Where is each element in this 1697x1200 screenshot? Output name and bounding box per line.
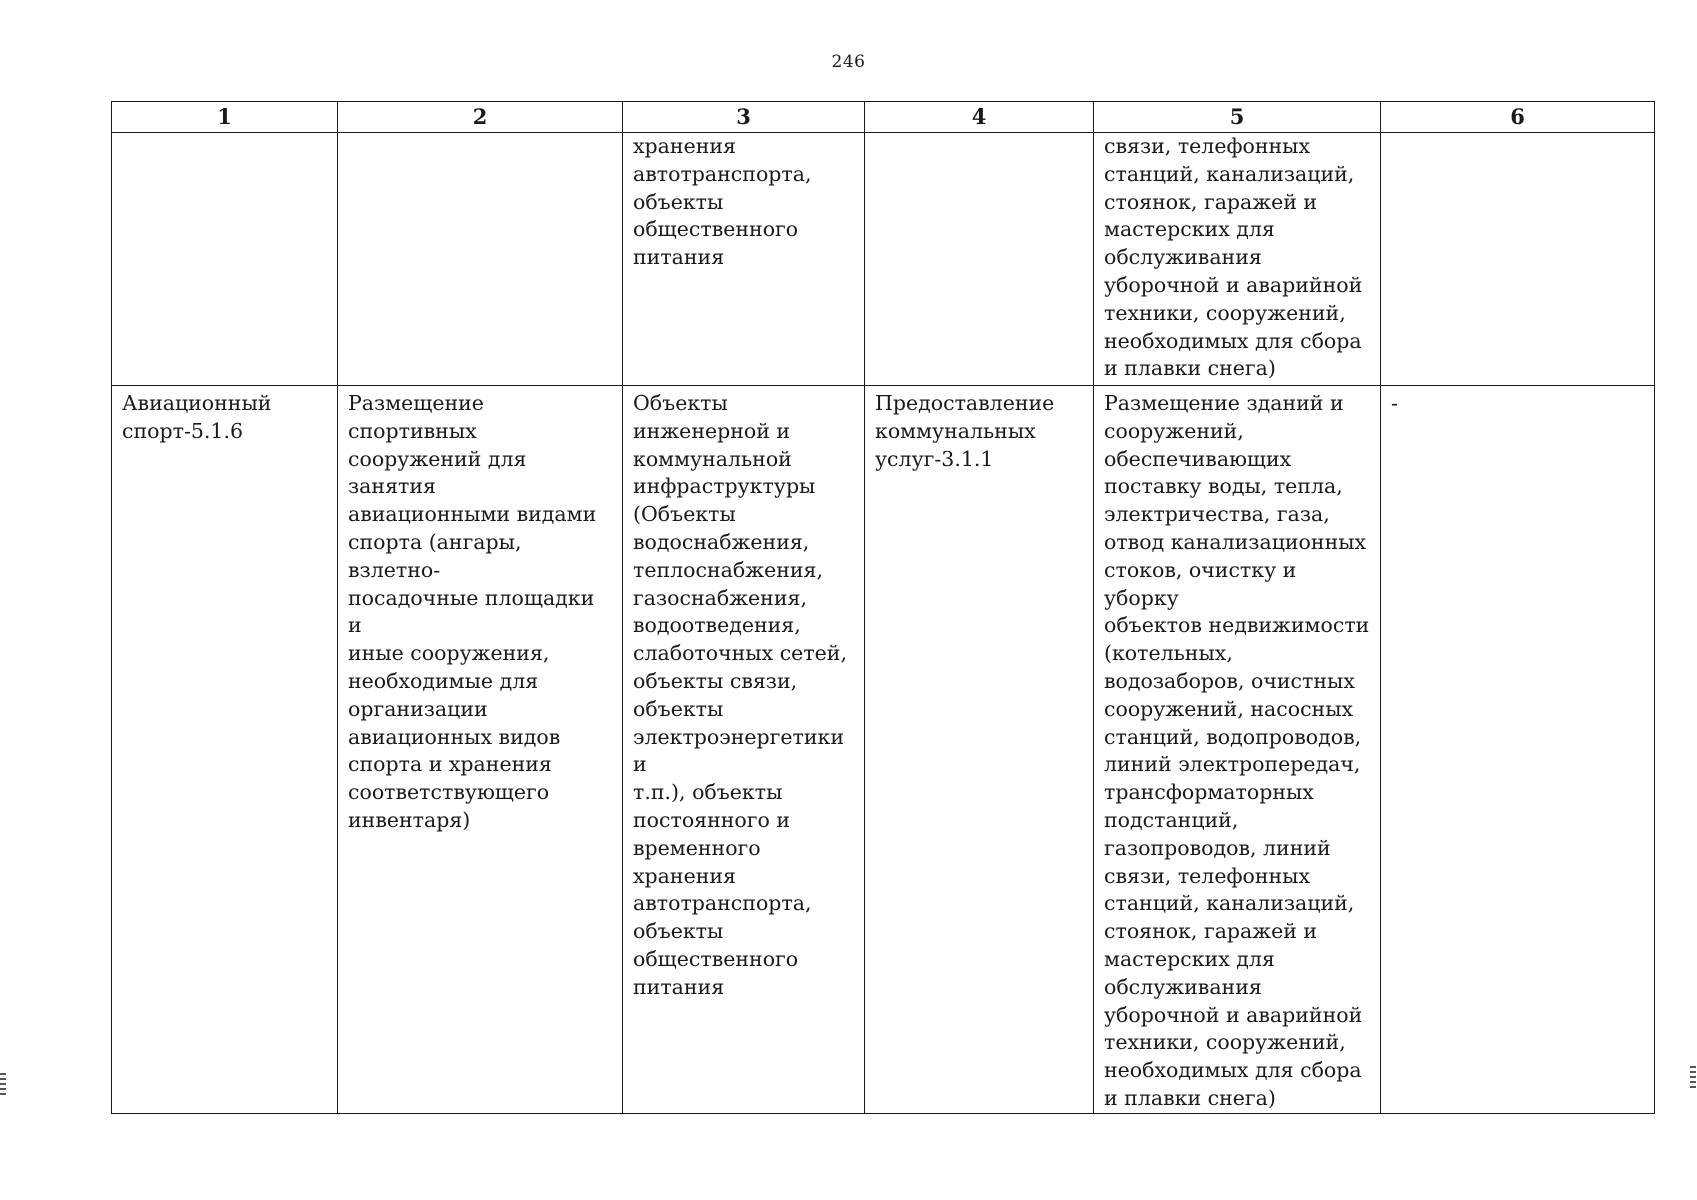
cell-text: Объекты инженерной и коммунальной инфраструктуры (Объекты водоснабжения, теплоснабжения, газоснабжения, водоотведения, слаботочных сетей, объекты связи, объекты электроэнергетики и т.п.), объекты постоянного и временного хранения автотранспорта, объекты общественного питания [633,391,847,999]
page-number: 246 [831,52,866,72]
header-row [112,102,1655,133]
column-header-1: 1 [112,102,338,133]
table-cell [338,386,623,1114]
table-cell [623,133,865,386]
scan-margin-mark-right [1690,1066,1696,1090]
table-row-aviation-sport [112,386,1655,1114]
table-cell [338,133,623,386]
cell-text: связи, телефонных станций, канализаций, стоянок, гаражей и мастерских для обслуживания уборочной и аварийной техники, сооружений, необходимых для сбора и плавки снега) [1104,134,1363,381]
table-cell [623,386,865,1114]
scan-margin-mark-left [0,1073,6,1097]
table-cell [112,133,338,386]
cell-text: Размещение зданий и сооружений, обеспечивающих поставку воды, тепла, электричества, газа, отвод канализационных стоков, очистку и уборку объектов недвижимости (котельных, водозаборов, очистных сооружений, насосных станций, водопроводов, линий электропередач, трансформаторных подстанций, газопроводов, линий связи, телефонных станций, канализаций, стоянок, гаражей и мастерских для обслуживания уборочной и аварийной техники, сооружений, необходимых для сбора и плавки снега) [1104,391,1370,1110]
cell-text: Размещение спортивных сооружений для занятия авиационными видами спорта (ангары, взлетно- посадочные площадки и иные сооружения, необходимые для организации авиационных видов спорта и хранения соответствующего инвентаря) [348,391,597,832]
table-cell [865,386,1094,1114]
table-cell [1381,133,1655,386]
cell-text: Авиационный спорт-5.1.6 [122,391,272,443]
table-cell [1094,133,1381,386]
column-header-4: 4 [865,102,1094,133]
cell-text: хранения автотранспорта, объекты общественного питания [633,134,812,270]
cell-text: Предоставление коммунальных услуг-3.1.1 [875,391,1055,471]
cell-text: - [1391,391,1398,415]
column-header-6: 6 [1381,102,1655,133]
table-row-continuation [112,133,1655,386]
table-cell [865,133,1094,386]
table-cell [1381,386,1655,1114]
column-header-3: 3 [623,102,865,133]
land-use-table [111,101,1655,1114]
column-header-5: 5 [1094,102,1381,133]
table-cell [112,386,338,1114]
table-cell [1094,386,1381,1114]
column-header-2: 2 [338,102,623,133]
